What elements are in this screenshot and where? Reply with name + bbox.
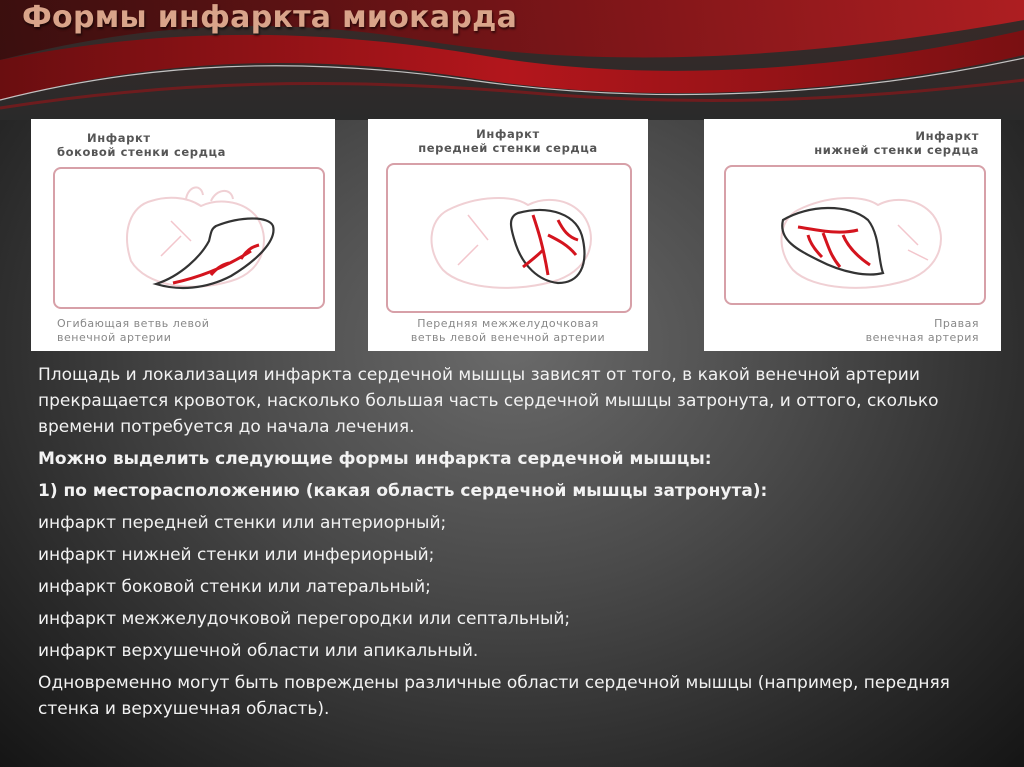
forms-heading: Можно выделить следующие формы инфаркта сердечной мышцы: — [38, 449, 712, 469]
card-inferior-infarct — [704, 119, 1001, 351]
list-item: инфаркт верхушечной области или апикальный. — [38, 641, 479, 661]
card-caption: Инфаркт нижней стенки сердца — [814, 129, 979, 157]
closing-paragraph: Одновременно могут быть повреждены различные области сердечной мышцы (например, передняя стенка и верхушечная область). — [38, 673, 950, 719]
list-item: инфаркт боковой стенки или латеральный; — [38, 577, 431, 597]
intro-paragraph: Площадь и локализация инфаркта сердечной мышцы зависят от того, в какой венечной артерии прекращается кровоток, насколько большая часть сердечной мышцы затронута, и оттого, сколько времени потребуется до начала лечения. — [38, 365, 939, 437]
list-item: инфаркт нижней стенки или инфериорный; — [38, 545, 435, 565]
heart-anterior-icon — [408, 185, 608, 295]
card-subcaption: Огибающая ветвь левой венечной артерии — [57, 317, 210, 344]
page-title: Формы инфаркта миокарда — [22, 0, 518, 35]
slide-body — [38, 362, 998, 728]
list-item: инфаркт межжелудочковой перегородки или септальный; — [38, 609, 571, 629]
heart-inferior-icon — [758, 185, 958, 295]
card-caption: Инфаркт боковой стенки сердца — [57, 131, 226, 159]
card-subcaption: Правая венечная артерия — [865, 317, 979, 344]
card-anterior-infarct — [368, 119, 648, 351]
card-lateral-infarct — [31, 119, 335, 351]
card-subcaption: Передняя межжелудочковая ветвь левой венечной артерии — [410, 317, 606, 344]
heart-lateral-icon — [91, 181, 291, 301]
card-caption: Инфаркт передней стенки сердца — [418, 127, 598, 155]
list-item: инфаркт передней стенки или антериорный; — [38, 513, 447, 533]
location-heading: 1) по месторасположению (какая область сердечной мышцы затронута): — [38, 481, 768, 501]
